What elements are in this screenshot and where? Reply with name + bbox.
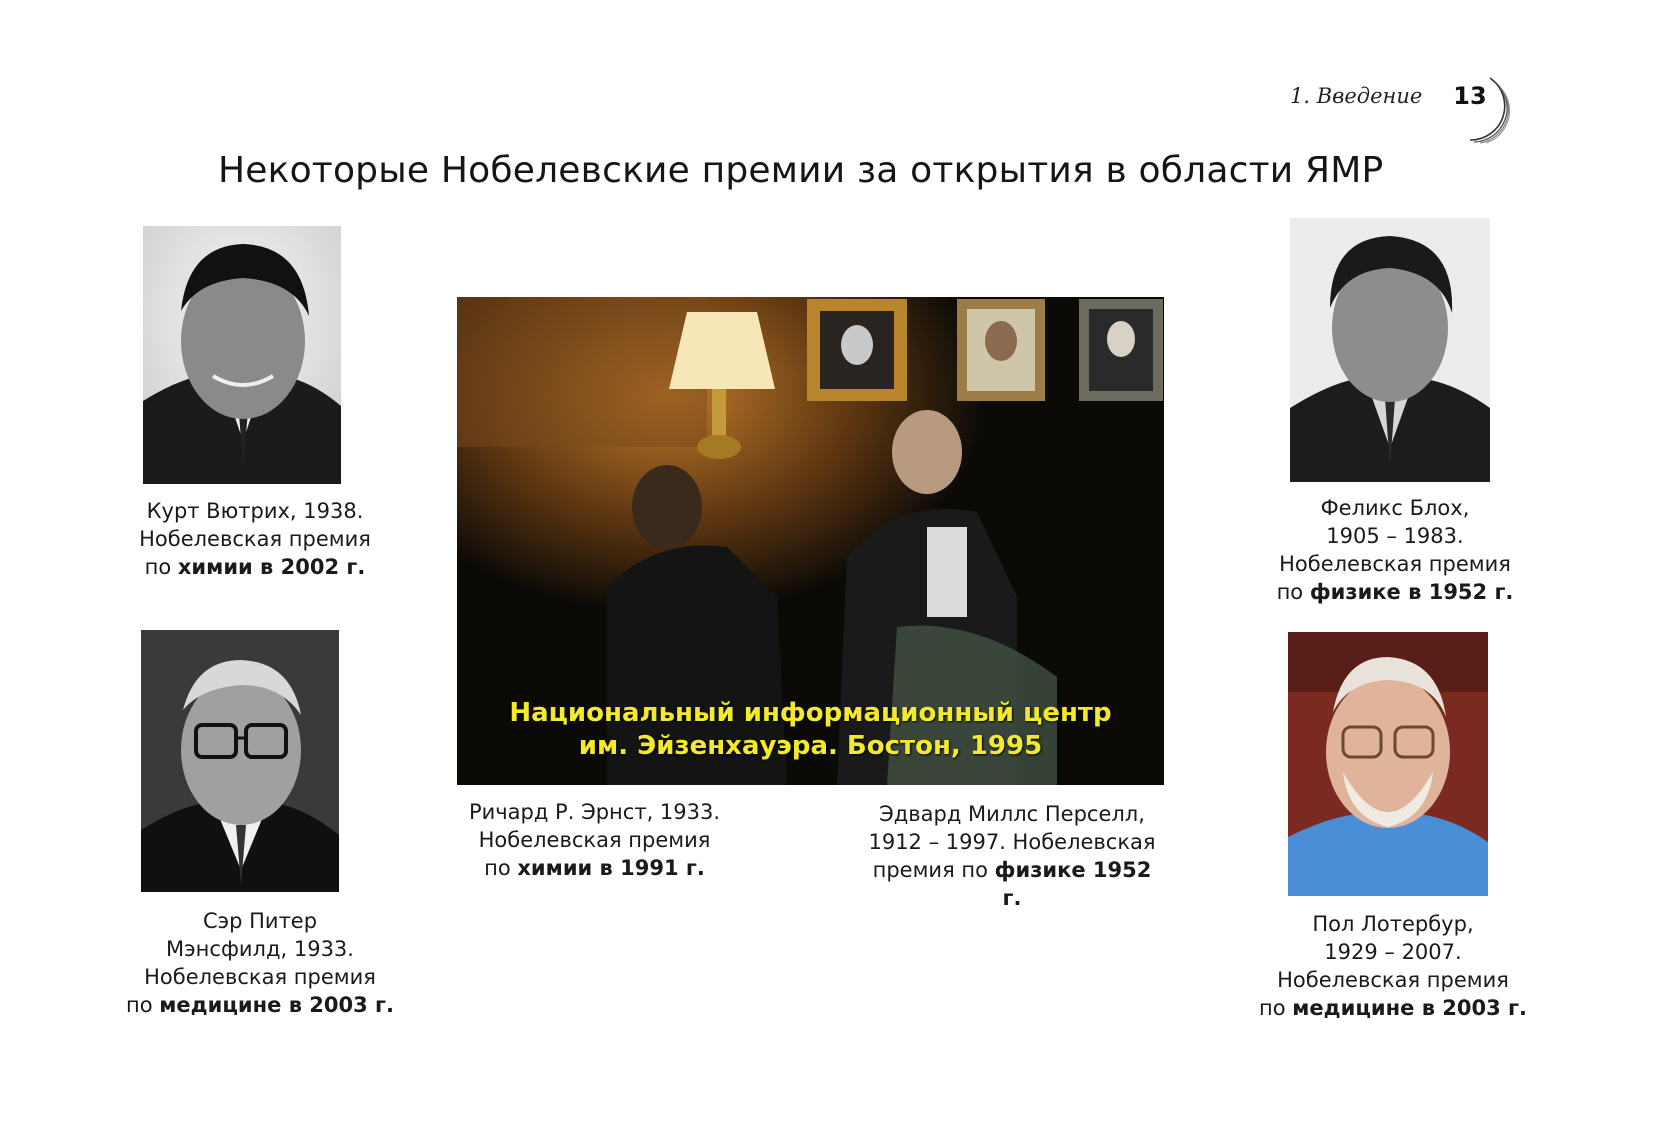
main-photo-caption — [457, 697, 1164, 763]
page-number: 13 — [1453, 82, 1487, 110]
caption-line: по химии в 2002 г. — [144, 555, 366, 579]
caption-line: премия по физике 1952 г. — [872, 858, 1152, 910]
caption-purcell — [862, 800, 1162, 912]
photo-wuthrich — [143, 226, 341, 484]
caption-line: по медицине в 2003 г. — [126, 993, 394, 1017]
caption-line: Ричард Р. Эрнст, 1933. — [468, 800, 721, 824]
caption-ernst — [462, 798, 727, 882]
caption-line: 1929 – 2007. — [1324, 940, 1462, 964]
page-header — [1290, 70, 1530, 150]
photo-mansfield — [141, 630, 339, 892]
chapter-title: 1. Введение — [1290, 84, 1423, 108]
main-photo-ernst-purcell — [457, 297, 1164, 785]
caption-wuthrich — [120, 497, 390, 581]
caption-mansfield — [125, 907, 395, 1019]
page-title: Некоторые Нобелевские премии за открытия в области ЯМР — [218, 150, 1384, 191]
caption-line: по физике в 1952 г. — [1276, 580, 1514, 604]
caption-line: Сэр Питер — [202, 909, 318, 933]
caption-line: по медицине в 2003 г. — [1259, 996, 1527, 1020]
caption-line: Нобелевская премия — [144, 965, 376, 989]
caption-line: Мэнсфилд, 1933. — [166, 937, 354, 961]
caption-line: 1912 – 1997. Нобелевская — [868, 830, 1156, 854]
caption-line: 1905 – 1983. — [1326, 524, 1464, 548]
page-number-badge — [1440, 70, 1516, 146]
photo-lauterbur — [1288, 632, 1488, 896]
main-caption-line: Национальный информационный центр — [509, 698, 1112, 728]
main-caption-line: им. Эйзенхауэра. Бостон, 1995 — [578, 731, 1043, 761]
caption-line: Курт Вютрих, 1938. — [146, 499, 364, 523]
caption-lauterbur — [1243, 910, 1543, 1022]
caption-line: Нобелевская премия — [478, 828, 711, 852]
caption-line: Пол Лотербур, — [1312, 912, 1474, 936]
caption-bloch — [1250, 494, 1540, 606]
caption-line: Нобелевская премия — [1277, 968, 1509, 992]
photo-bloch — [1290, 218, 1490, 482]
caption-line: по химии в 1991 г. — [484, 856, 705, 880]
caption-line: Нобелевская премия — [139, 527, 371, 551]
caption-line: Эдвард Миллс Перселл, — [879, 802, 1145, 826]
caption-line: Феликс Блох, — [1320, 496, 1470, 520]
caption-line: Нобелевская премия — [1279, 552, 1511, 576]
